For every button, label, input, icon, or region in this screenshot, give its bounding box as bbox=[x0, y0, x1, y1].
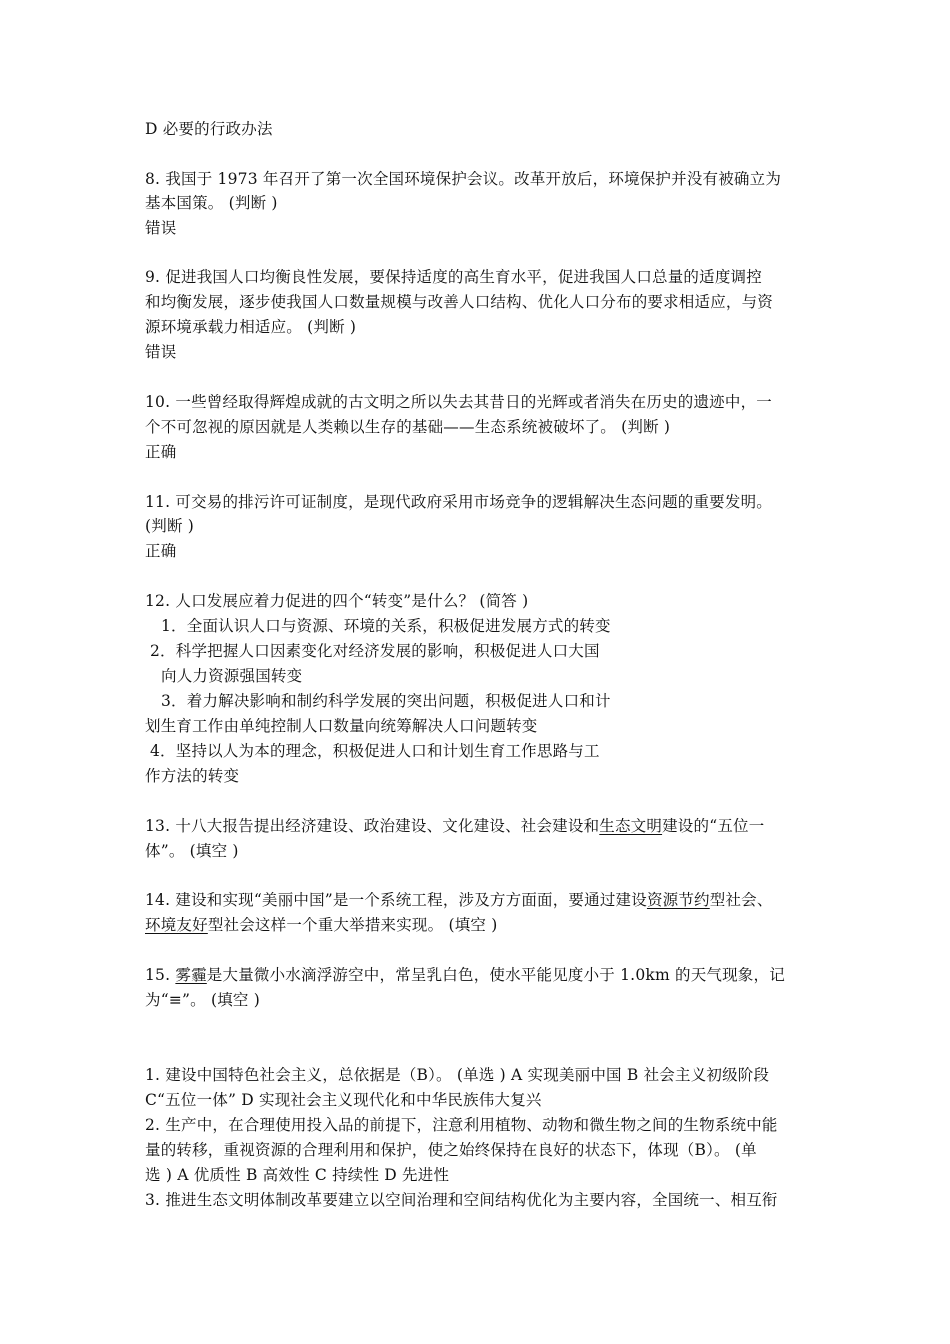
option-d-text: D 必要的行政办法 bbox=[145, 120, 273, 138]
q9-text-line: 源环境承载力相适应。 (判断 ) bbox=[145, 318, 357, 336]
q12-answer-line: 4．坚持以人为本的理念，积极促进人口和计划生育工作思路与工 bbox=[150, 742, 600, 760]
q9-text-line: 和均衡发展，逐步使我国人口数量规模与改善人口结构、优化人口分布的要求相适应，与资 bbox=[145, 293, 774, 311]
q14-fill-blank: 环境友好 bbox=[145, 916, 208, 934]
q15-text-line: 为“≡”。 (填空 ) bbox=[145, 991, 260, 1009]
q12-answer-line: 3．着力解决影响和制约科学发展的突出问题，积极促进人口和计 bbox=[161, 692, 611, 710]
q8-text-line: 基本国策。 (判断 ) bbox=[145, 194, 278, 212]
q9-text-line: 9. 促进我国人口均衡良性发展，要保持适度的高生育水平，促进我国人口总量的适度调控 bbox=[145, 268, 762, 286]
q13-fill-blank: 生态文明 bbox=[599, 817, 663, 835]
q14-text: 型社会、 bbox=[709, 891, 773, 909]
q15-text: 是大量微小水滴浮游空中，常呈乳白色，使水平能见度小于 1.0km 的天气现象，记 bbox=[206, 966, 785, 984]
q12-answer-line: 作方法的转变 bbox=[145, 767, 240, 785]
q15-fill-blank: 雾霾 bbox=[175, 966, 207, 984]
q13-text: 13. 十八大报告提出经济建设、政治建设、文化建设、社会建设和 bbox=[145, 817, 600, 835]
q10-answer: 正确 bbox=[145, 443, 177, 461]
q11-answer: 正确 bbox=[145, 542, 177, 560]
p2-q2-line: 2. 生产中，在合理使用投入品的前提下，注意利用植物、动物和微生物之间的生物系统中能 bbox=[145, 1116, 778, 1134]
q12-answer-line: 划生育工作由单纯控制人口数量向统筹解决人口问题转变 bbox=[145, 717, 538, 735]
q14-text: 14. 建设和实现“美丽中国”是一个系统工程，涉及方方面面，要通过建设 bbox=[145, 891, 647, 909]
q13-text: 建设的“五位一 bbox=[662, 817, 765, 835]
q12-answer-line: 1．全面认识人口与资源、环境的关系，积极促进发展方式的转变 bbox=[161, 617, 611, 635]
q8-text-line: 8. 我国于 1973 年召开了第一次全国环境保护会议。改革开放后，环境保护并没有被确立为 bbox=[145, 170, 782, 188]
q12-answer-line: 向人力资源强国转变 bbox=[161, 667, 303, 685]
q12-answer-line: 2．科学把握人口因素变化对经济发展的影响，积极促进人口大国 bbox=[150, 642, 600, 660]
q10-text-line: 10. 一些曾经取得辉煌成就的古文明之所以失去其昔日的光辉或者消失在历史的遗迹中，一 bbox=[145, 393, 772, 411]
q13-text-line bbox=[145, 816, 764, 836]
q14-text-line bbox=[145, 915, 497, 935]
p2-q1-line: 1. 建设中国特色社会主义，总依据是（B）。 (单选 ) A 实现美丽中国 B 社会主义初级阶段 bbox=[145, 1066, 770, 1084]
q14-text: 型社会这样一个重大举措来实现。 (填空 ) bbox=[207, 916, 498, 934]
p2-q1-line: C“五位一体” D 实现社会主义现代化和中华民族伟大复兴 bbox=[145, 1091, 542, 1109]
q10-text-line: 个不可忽视的原因就是人类赖以生存的基础——生态系统被破坏了。 (判断 ) bbox=[145, 418, 671, 436]
q11-text-line: 11. 可交易的排污许可证制度，是现代政府采用市场竞争的逻辑解决生态问题的重要发明。 bbox=[145, 493, 772, 511]
q13-text-line: 体”。 (填空 ) bbox=[145, 842, 239, 860]
q15-text: 15. bbox=[145, 966, 176, 984]
q14-text-line bbox=[145, 890, 773, 910]
p2-q2-line: 量的转移，重视资源的合理利用和保护，使之始终保持在良好的状态下，体现（B）。 (单 bbox=[145, 1141, 757, 1159]
p2-q2-line: 选 ) A 优质性 B 高效性 C 持续性 D 先进性 bbox=[145, 1166, 450, 1184]
q8-answer: 错误 bbox=[145, 219, 177, 237]
q11-text-line: (判断 ) bbox=[145, 517, 195, 535]
q15-text-line bbox=[145, 965, 785, 985]
q12-text-line: 12. 人口发展应着力促进的四个“转变”是什么？ (简答 ) bbox=[145, 592, 529, 610]
p2-q3-line: 3. 推进生态文明体制改革要建立以空间治理和空间结构优化为主要内容，全国统一、相互衔 bbox=[145, 1191, 778, 1209]
q9-answer: 错误 bbox=[145, 343, 177, 361]
q14-fill-blank: 资源节约 bbox=[646, 891, 710, 909]
